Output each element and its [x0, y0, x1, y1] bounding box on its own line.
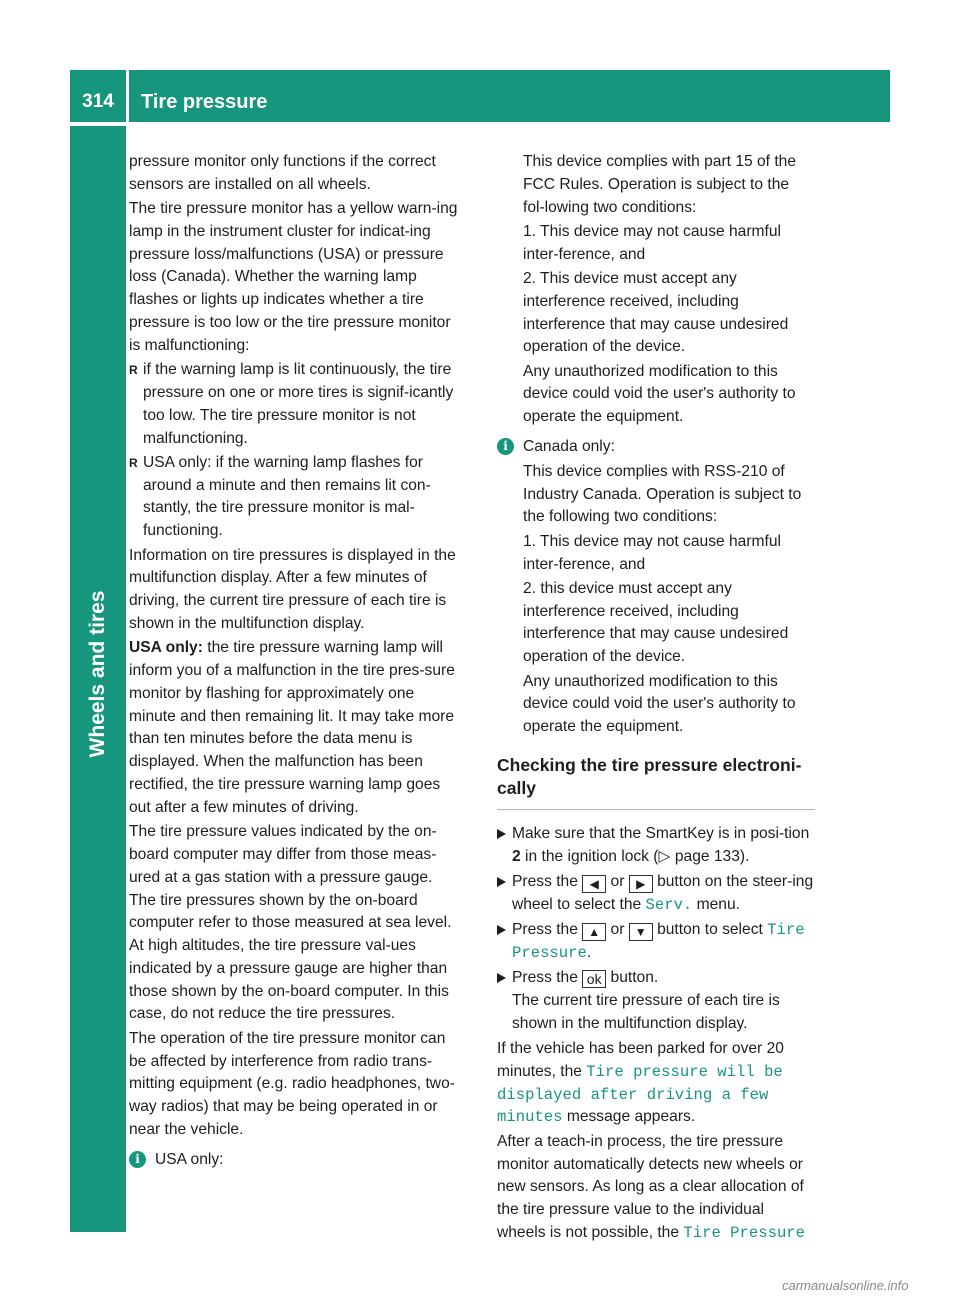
left-arrow-key-icon: ◀ — [582, 875, 606, 893]
step-item — [497, 871, 815, 917]
right-arrow-key-icon: ▶ — [629, 875, 653, 893]
note-label: USA only: — [155, 1150, 224, 1168]
step-text: or — [606, 921, 629, 939]
down-arrow-key-icon: ▼ — [629, 923, 653, 941]
condition: 2. this device must accept any interference received, including interference that may cause undesired operation of the device. — [523, 579, 789, 666]
bullet-item: R USA only: if the warning lamp flashes for around a minute and then remains lit con-stantly, the tire pressure monitor is mal-functioning. — [129, 452, 461, 543]
section-heading: Checking the tire pressure electroni-cally — [497, 754, 815, 810]
display-menu-name: Tire Pressure — [512, 921, 805, 962]
paragraph-text: message appears. — [562, 1108, 696, 1126]
step-text: in the ignition lock ( — [520, 847, 659, 865]
info-icon: i — [129, 1151, 146, 1168]
paragraph: This device complies with part 15 of the FCC Rules. Operation is subject to the fol-lowing two conditions: — [523, 153, 797, 216]
display-menu-name: Serv. — [645, 895, 693, 914]
info-icon: i — [497, 438, 514, 455]
paragraph: Information on tire pressures is displayed in the multifunction display. After a few minutes of driving, the current tire pressure of each tire is shown in the multifunction display. — [129, 546, 456, 632]
note-usa — [129, 1149, 461, 1172]
step-text: button to select — [652, 921, 768, 939]
bullet-item: R if the warning lamp is lit continuously, the tire pressure on one or more tires is signif-icantly too low. The tire pressure monitor is not malfunctioning. — [129, 359, 461, 450]
step-item — [497, 919, 815, 965]
paragraph: pressure monitor only functions if the correct sensors are installed on all wheels. — [129, 153, 436, 193]
paragraph — [497, 1038, 815, 1129]
step-text: Press the — [512, 969, 583, 987]
canada-notice — [497, 461, 815, 739]
paragraph: The tire pressure values indicated by the on-board computer may differ from those meas-ured at a gas station with a pressure gauge. The tire pressures shown by the on-board computer refer to those measured at sea level. At high altitudes, the tire pressure val-ues indicated by a pressure gauge are higher than those shown by the on-board computer. In this case, do not reduce the tire pressures. — [129, 823, 452, 1023]
left-column — [129, 151, 461, 1174]
paragraph: The tire pressure monitor has a yellow warn-ing lamp in the instrument cluster for indicat-ing pressure loss/malfunctions (USA) or pressure loss (Canada). Whether the warning lamp flashes or lights up indicates whether a tire pressure is too low or the tire pressure monitor is malfunctioning: — [129, 200, 458, 354]
page-number: 314 — [82, 91, 114, 112]
step-text: button on the steer-ing wheel to select the — [512, 873, 814, 913]
paragraph-text: the tire pressure warning lamp will inform you of a malfunction in the tire pres-sure monitor by flashing for approximately one minute and then remaining lit. It may take more than ten minutes before the data menu is displayed. When the malfunction has been rectified, the tire pressure warning lamp goes out after a few minutes of driving. — [129, 639, 455, 816]
paragraph: Any unauthorized modification to this device could void the user's authority to operate the equipment. — [523, 362, 796, 426]
step-text: Press the — [512, 873, 583, 891]
step-item — [497, 967, 815, 1035]
paragraph: This device complies with RSS-210 of Industry Canada. Operation is subject to the following two conditions: — [523, 462, 802, 526]
condition: 1. This device may not cause harmful inter-ference, and — [523, 532, 781, 573]
page-ref-icon: ▷ — [658, 847, 671, 865]
note-canada — [497, 436, 815, 459]
step-text: Press the — [512, 921, 583, 939]
paragraph-text: If the vehicle has been parked for over 20 minutes, the — [497, 1040, 784, 1080]
note-label: Canada only: — [523, 438, 615, 456]
display-message: Tire Pressure — [683, 1223, 806, 1242]
paragraph — [129, 637, 461, 819]
side-tab-label: Wheels and tires — [86, 590, 109, 758]
paragraph-text: After a teach-in process, the tire pressure monitor automatically detects new wheels or new sensors. As long as a clear allocation of the tire pressure value to the individual wheels is not possible, the — [497, 1132, 804, 1241]
right-column — [497, 151, 815, 1246]
condition: 2. This device must accept any interference received, including interference that may cause undesired operation of the device. — [523, 269, 789, 356]
display-message: Tire pressure will be displayed after driving a few minutes — [497, 1062, 783, 1127]
watermark: carmanualsonline.info — [782, 1278, 909, 1293]
step-text: menu. — [692, 895, 740, 913]
bold-label: USA only: — [129, 639, 203, 657]
position-number: 2 — [512, 847, 521, 865]
paragraph: The operation of the tire pressure monitor can be affected by interference from radio trans-mitting equipment (e.g. radio headphones, two-way radios) that may be being operated in or near the vehicle. — [129, 1029, 455, 1138]
paragraph: Any unauthorized modification to this device could void the user's authority to operate the equipment. — [523, 672, 796, 736]
up-arrow-key-icon: ▲ — [582, 923, 606, 941]
page-reference: page 133). — [670, 847, 750, 865]
step-text: Make sure that the SmartKey is in posi-tion — [512, 824, 810, 842]
paragraph — [497, 1131, 815, 1245]
step-result: The current tire pressure of each tire is shown in the multifunction display. — [512, 992, 780, 1032]
step-text: . — [586, 943, 592, 961]
ok-key-icon: ok — [582, 970, 606, 988]
step-text: button. — [606, 969, 659, 987]
condition: 1. This device may not cause harmful inter-ference, and — [523, 222, 781, 263]
step-text: or — [606, 873, 629, 891]
header-divider — [126, 70, 129, 122]
step-item — [497, 823, 815, 869]
page-title: Tire pressure — [141, 91, 268, 113]
fcc-notice — [497, 151, 815, 429]
